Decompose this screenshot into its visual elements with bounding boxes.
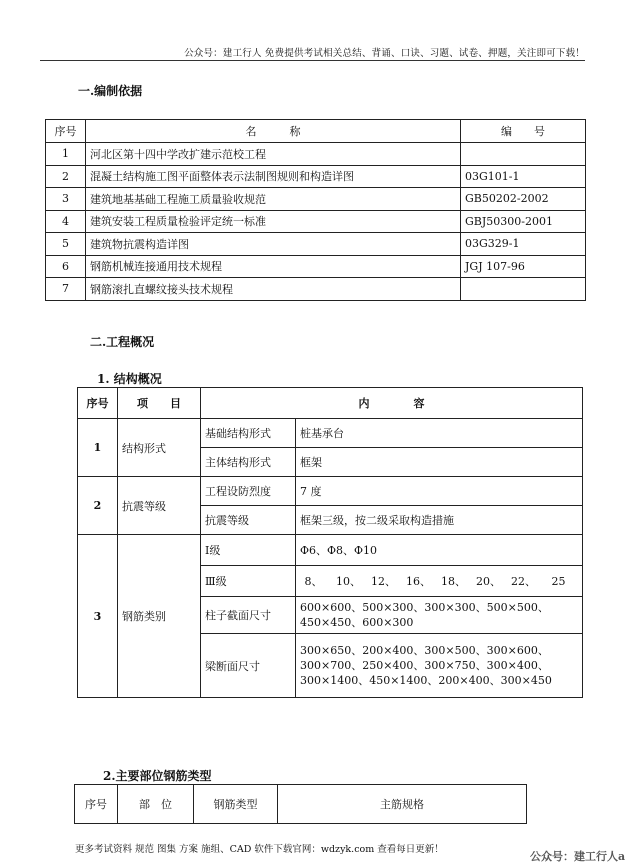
- page-header-text: 公众号：建工行人 免费提供考试相关总结、背诵、口诀、习题、试卷、押题，关注即可下载！: [184, 48, 585, 59]
- row-name: 钢筋滚扎直螺纹接头技术规程: [86, 278, 461, 301]
- main-rebar-title: 2.主要部位钢筋类型: [103, 769, 212, 783]
- table-row: [46, 165, 586, 188]
- row-no: 5: [46, 233, 86, 256]
- row-code: JGJ 107-96: [461, 255, 586, 278]
- row-value: 框架三级，按二级采取构造措施: [296, 506, 583, 535]
- table-header-row: [46, 120, 586, 143]
- row-code: [461, 143, 586, 166]
- header-divider: [40, 60, 585, 61]
- row-value-list: [296, 566, 583, 597]
- row-code: GB50202-2002: [461, 188, 586, 211]
- row-value: 7 度: [296, 477, 583, 506]
- row-code: 03G329-1: [461, 233, 586, 256]
- row-no: 2: [46, 165, 86, 188]
- bar-size: 20、: [476, 575, 501, 588]
- section-2-title: 二.工程概况: [90, 335, 155, 349]
- row-name: 钢筋机械连接通用技术规程: [86, 255, 461, 278]
- row-no: 7: [46, 278, 86, 301]
- row-label: 梁断面尺寸: [201, 634, 296, 698]
- group-item: 钢筋类别: [118, 535, 201, 698]
- group-item: 抗震等级: [118, 477, 201, 535]
- row-value: 框架: [296, 448, 583, 477]
- bar-size: 22、: [511, 575, 536, 588]
- bar-size: 16、: [406, 575, 431, 588]
- row-label: 抗震等级: [201, 506, 296, 535]
- row-label: 基础结构形式: [201, 419, 296, 448]
- row-code: GBJ50300-2001: [461, 210, 586, 233]
- group-no: 1: [78, 419, 118, 477]
- table-row: [46, 188, 586, 211]
- col-header-content: 内 容: [201, 388, 583, 419]
- row-label: 工程设防烈度: [201, 477, 296, 506]
- row-value: 300×650、200×400、300×500、300×600、300×700、250×400、300×750、300×400、300×1400、450×1400、200×400、300×450: [296, 634, 583, 698]
- table-row: [78, 419, 583, 448]
- col-header-name: 名 称: [86, 120, 461, 143]
- row-no: 6: [46, 255, 86, 278]
- row-name: 建筑地基基础工程施工质量验收规范: [86, 188, 461, 211]
- row-label: Ⅰ级: [201, 535, 296, 566]
- table-row: [46, 278, 586, 301]
- structure-overview-table: [77, 387, 583, 698]
- row-no: 1: [46, 143, 86, 166]
- bar-size: 12、: [371, 575, 396, 588]
- row-name: 建筑安装工程质量检验评定统一标准: [86, 210, 461, 233]
- col-header-item: 项 目: [118, 388, 201, 419]
- table-header-row: [75, 785, 527, 824]
- row-name: 河北区第十四中学改扩建示范校工程: [86, 143, 461, 166]
- row-value: 600×600、500×300、300×300、500×500、450×450、600×300: [296, 597, 583, 634]
- col-header-code: 编 号: [461, 120, 586, 143]
- row-name: 混凝土结构施工图平面整体表示法制图规则和构造详图: [86, 165, 461, 188]
- table-row: [78, 477, 583, 506]
- col-header-main-bar-spec: 主筋规格: [278, 785, 527, 824]
- col-header-no: 序号: [46, 120, 86, 143]
- col-header-no: 序号: [78, 388, 118, 419]
- bar-size: 10、: [336, 575, 361, 588]
- row-code: [461, 278, 586, 301]
- main-rebar-table: [74, 784, 527, 824]
- bar-size: 18、: [441, 575, 466, 588]
- row-no: 4: [46, 210, 86, 233]
- bar-size: 25: [551, 575, 566, 588]
- table-row: [46, 143, 586, 166]
- group-item: 结构形式: [118, 419, 201, 477]
- references-table: [45, 119, 586, 301]
- row-label: 柱子截面尺寸: [201, 597, 296, 634]
- footer-text: 更多考试资料 规范 图集 方案 施组、CAD 软件下载官网：wdzyk.com 查看每日更新！: [75, 844, 444, 855]
- table-row: [46, 210, 586, 233]
- row-code: 03G101-1: [461, 165, 586, 188]
- table-row: [46, 255, 586, 278]
- row-name: 建筑物抗震构造详图: [86, 233, 461, 256]
- col-header-rebar-type: 钢筋类型: [194, 785, 278, 824]
- col-header-location: 部 位: [118, 785, 194, 824]
- structure-overview-title: 1. 结构概况: [97, 372, 162, 386]
- watermark: 公众号：建工行人a: [530, 850, 626, 863]
- row-label: 主体结构形式: [201, 448, 296, 477]
- table-header-row: [78, 388, 583, 419]
- row-no: 3: [46, 188, 86, 211]
- group-no: 3: [78, 535, 118, 698]
- table-row: [46, 233, 586, 256]
- row-label: Ⅲ级: [201, 566, 296, 597]
- row-value: Φ6、Φ8、Φ10: [296, 535, 583, 566]
- table-row: [78, 535, 583, 566]
- bar-size: 8、: [304, 575, 323, 588]
- group-no: 2: [78, 477, 118, 535]
- section-1-title: 一.编制依据: [78, 84, 143, 98]
- col-header-no: 序号: [75, 785, 118, 824]
- row-value: 桩基承台: [296, 419, 583, 448]
